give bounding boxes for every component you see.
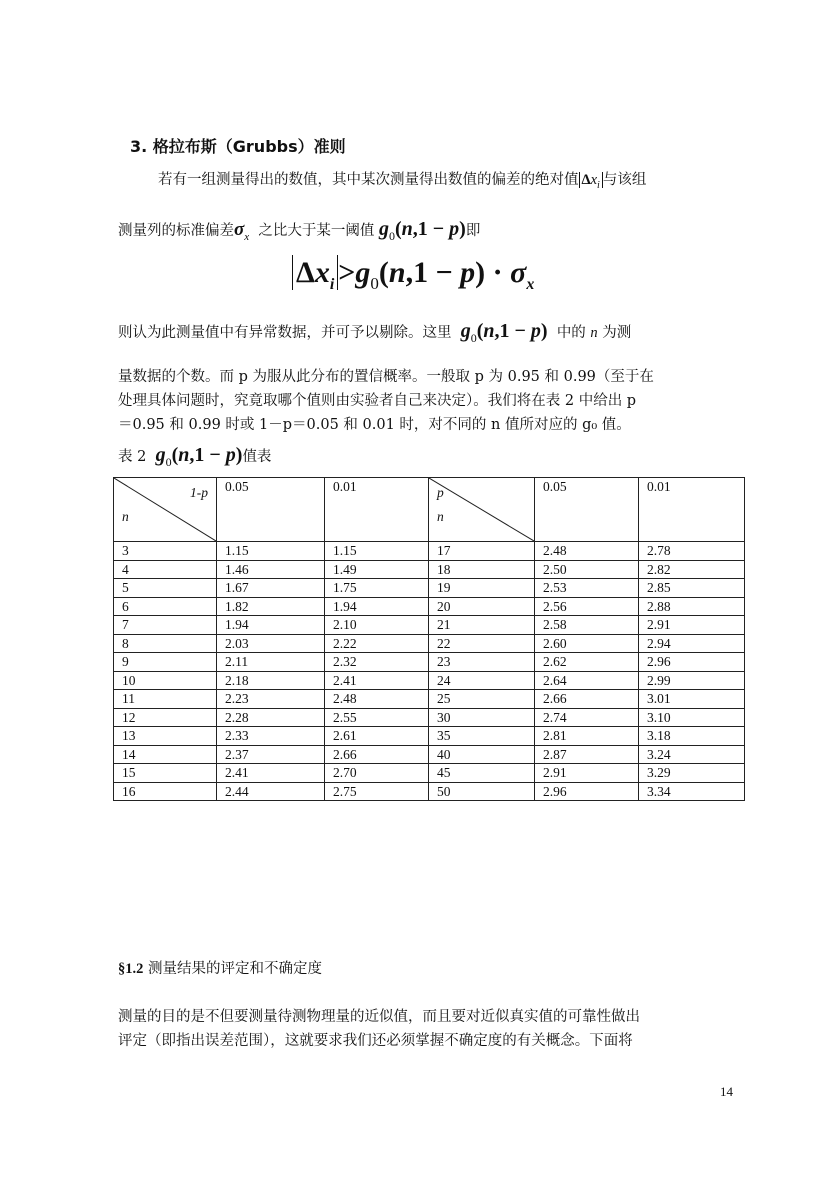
- table-row: [114, 653, 745, 672]
- table-cell: 45: [429, 764, 535, 783]
- table-cell: 2.22: [325, 634, 429, 653]
- table-cell: 2.74: [535, 708, 639, 727]
- threshold-formula: $g_0(n,1 - p)$: [155, 444, 243, 469]
- table-cell: 1.49: [325, 560, 429, 579]
- table-cell: 2.56: [535, 597, 639, 616]
- table-cell: 2.70: [325, 764, 429, 783]
- diagonal-line: [429, 478, 534, 541]
- paragraph-line: 处理具体问题时，究竟取哪个值则由实验者自己来决定）。我们将在表 2 中给出 p: [118, 393, 637, 409]
- table-cell: 2.23: [217, 690, 325, 709]
- text-span: 则认为此测量值中有异常数据，并可予以剔除。这里: [118, 325, 452, 341]
- header-1-p: 1-p: [190, 485, 208, 500]
- table-cell: 4: [114, 560, 217, 579]
- table-cell: 1.82: [217, 597, 325, 616]
- table-cell: 2.61: [325, 727, 429, 746]
- table-cell: 2.81: [535, 727, 639, 746]
- table-row: [114, 579, 745, 598]
- table-cell: 2.66: [535, 690, 639, 709]
- table-cell: 2.44: [217, 782, 325, 801]
- table-cell: 3.10: [639, 708, 745, 727]
- table-cell: 1.94: [217, 616, 325, 635]
- table-cell: 2.60: [535, 634, 639, 653]
- table-cell: 2.37: [217, 745, 325, 764]
- table-row: [114, 708, 745, 727]
- threshold-formula: $g_0(n,1 - p)$: [378, 218, 466, 243]
- paragraph-line: [118, 216, 480, 249]
- header-p: p: [437, 485, 444, 500]
- table-body: [114, 542, 745, 801]
- table-cell: 35: [429, 727, 535, 746]
- text-span: 之比大于某一阈值: [258, 223, 375, 239]
- table-caption: [118, 442, 271, 474]
- diagonal-header-cell: [114, 478, 217, 542]
- threshold-formula: $g_0(n,1 - p)$: [460, 320, 548, 345]
- table-cell: 3.01: [639, 690, 745, 709]
- text-span: 中的: [556, 325, 586, 341]
- table-cell: 2.62: [535, 653, 639, 672]
- column-header: 0.01: [639, 478, 745, 542]
- table-cell: 2.91: [639, 616, 745, 635]
- header-n: n: [122, 509, 129, 524]
- table-row: [114, 745, 745, 764]
- table-cell: 21: [429, 616, 535, 635]
- table-row: [114, 671, 745, 690]
- text-span: 值表: [242, 449, 272, 465]
- paragraph-line: 测量的目的是不但要测量待测物理量的近似值，而且要对近似真实值的可靠性做出: [118, 1009, 640, 1025]
- table-row: [114, 560, 745, 579]
- table-cell: 40: [429, 745, 535, 764]
- table-cell: 20: [429, 597, 535, 616]
- table-cell: 18: [429, 560, 535, 579]
- table-cell: 2.87: [535, 745, 639, 764]
- table-cell: 3.29: [639, 764, 745, 783]
- table-row: [114, 727, 745, 746]
- table-cell: 10: [114, 671, 217, 690]
- table-cell: 2.58: [535, 616, 639, 635]
- table-cell: 8: [114, 634, 217, 653]
- table-cell: 2.88: [639, 597, 745, 616]
- table-header-row: [114, 478, 745, 542]
- table-cell: 2.55: [325, 708, 429, 727]
- table-cell: 2.28: [217, 708, 325, 727]
- table-cell: 3.24: [639, 745, 745, 764]
- paragraph-line: 则认为此测量值中有异常数据，并可予以剔除。这里 $g_0(n,1 - p)$ 中的 n 为测: [118, 320, 632, 345]
- text-span: 表 2: [118, 449, 147, 465]
- column-header: 0.05: [217, 478, 325, 542]
- table-cell: 2.99: [639, 671, 745, 690]
- table-cell: 24: [429, 671, 535, 690]
- table-row: [114, 542, 745, 561]
- display-formula: $\Delta x_i >g_0(n,1 - p) \cdot \sigma_x$: [292, 255, 534, 294]
- table-cell: 11: [114, 690, 217, 709]
- table-row: [114, 634, 745, 653]
- table-cell: 7: [114, 616, 217, 635]
- table-cell: 2.96: [535, 782, 639, 801]
- table-cell: 2.91: [535, 764, 639, 783]
- table-cell: 9: [114, 653, 217, 672]
- table-cell: 2.11: [217, 653, 325, 672]
- table-cell: 2.03: [217, 634, 325, 653]
- grubbs-table: [113, 477, 745, 801]
- section-title-text: 测量结果的评定和不确定度: [147, 961, 322, 977]
- table-cell: 15: [114, 764, 217, 783]
- abs-delta-x-formula: $\Delta x_i$: [579, 172, 603, 188]
- text-span: 与该组: [602, 172, 647, 188]
- table-cell: 2.64: [535, 671, 639, 690]
- table-cell: 22: [429, 634, 535, 653]
- table-row: [114, 616, 745, 635]
- table-cell: 2.48: [325, 690, 429, 709]
- text-span: 即: [465, 223, 481, 239]
- table-cell: 1.46: [217, 560, 325, 579]
- sigma-x-symbol: $\sigma_x$: [234, 219, 250, 243]
- table-cell: 16: [114, 782, 217, 801]
- table-cell: 2.41: [325, 671, 429, 690]
- table-cell: 30: [429, 708, 535, 727]
- table-row: [114, 782, 745, 801]
- table-cell: 2.33: [217, 727, 325, 746]
- table-cell: 5: [114, 579, 217, 598]
- table-cell: 1.67: [217, 579, 325, 598]
- table-row: [114, 764, 745, 783]
- text-span: 若有一组测量得出的数值，其中某次测量得出数值的偏差的绝对值: [158, 172, 579, 188]
- table-cell: 3: [114, 542, 217, 561]
- table-cell: 1.75: [325, 579, 429, 598]
- table-cell: 14: [114, 745, 217, 764]
- table-cell: 1.94: [325, 597, 429, 616]
- table-cell: 1.15: [325, 542, 429, 561]
- table-cell: 2.78: [639, 542, 745, 561]
- section-heading: 3. 格拉布斯（Grubbs）准则: [130, 137, 346, 156]
- table-cell: 13: [114, 727, 217, 746]
- table-cell: 2.10: [325, 616, 429, 635]
- text-span: 为测: [602, 325, 632, 341]
- table-cell: 12: [114, 708, 217, 727]
- table-cell: 2.32: [325, 653, 429, 672]
- paragraph-line: 量数据的个数。而 p 为服从此分布的置信概率。一般取 p 为 0.95 和 0.99（至于在: [118, 369, 654, 385]
- paragraph-line: [158, 168, 646, 198]
- section-title: §1.2 测量结果的评定和不确定度: [118, 961, 322, 977]
- table-cell: 2.66: [325, 745, 429, 764]
- table-cell: 2.94: [639, 634, 745, 653]
- column-header: 0.05: [535, 478, 639, 542]
- table-cell: 2.53: [535, 579, 639, 598]
- paragraph-line: 评定（即指出误差范围），这就要求我们还必须掌握不确定度的有关概念。下面将: [118, 1033, 633, 1049]
- table-cell: 19: [429, 579, 535, 598]
- paragraph-line: ＝0.95 和 0.99 时或 1－p＝0.05 和 0.01 时，对不同的 n 值所对应的 g₀ 值。: [118, 417, 631, 433]
- table-cell: 1.15: [217, 542, 325, 561]
- text-span: 测量列的标准偏差: [118, 223, 234, 239]
- table-cell: 2.50: [535, 560, 639, 579]
- table-cell: 2.41: [217, 764, 325, 783]
- column-header: 0.01: [325, 478, 429, 542]
- table-cell: 25: [429, 690, 535, 709]
- table-cell: 2.96: [639, 653, 745, 672]
- table-cell: 6: [114, 597, 217, 616]
- header-n: n: [437, 509, 444, 524]
- table-cell: 3.18: [639, 727, 745, 746]
- table-cell: 2.85: [639, 579, 745, 598]
- table-cell: 23: [429, 653, 535, 672]
- table-row: [114, 597, 745, 616]
- table-cell: 2.48: [535, 542, 639, 561]
- diagonal-header-cell: [429, 478, 535, 542]
- table-cell: 2.82: [639, 560, 745, 579]
- table-cell: 50: [429, 782, 535, 801]
- table-cell: 2.75: [325, 782, 429, 801]
- table-cell: 2.18: [217, 671, 325, 690]
- table-cell: 17: [429, 542, 535, 561]
- table-row: [114, 690, 745, 709]
- page-number: 14: [720, 1084, 733, 1099]
- table-cell: 3.34: [639, 782, 745, 801]
